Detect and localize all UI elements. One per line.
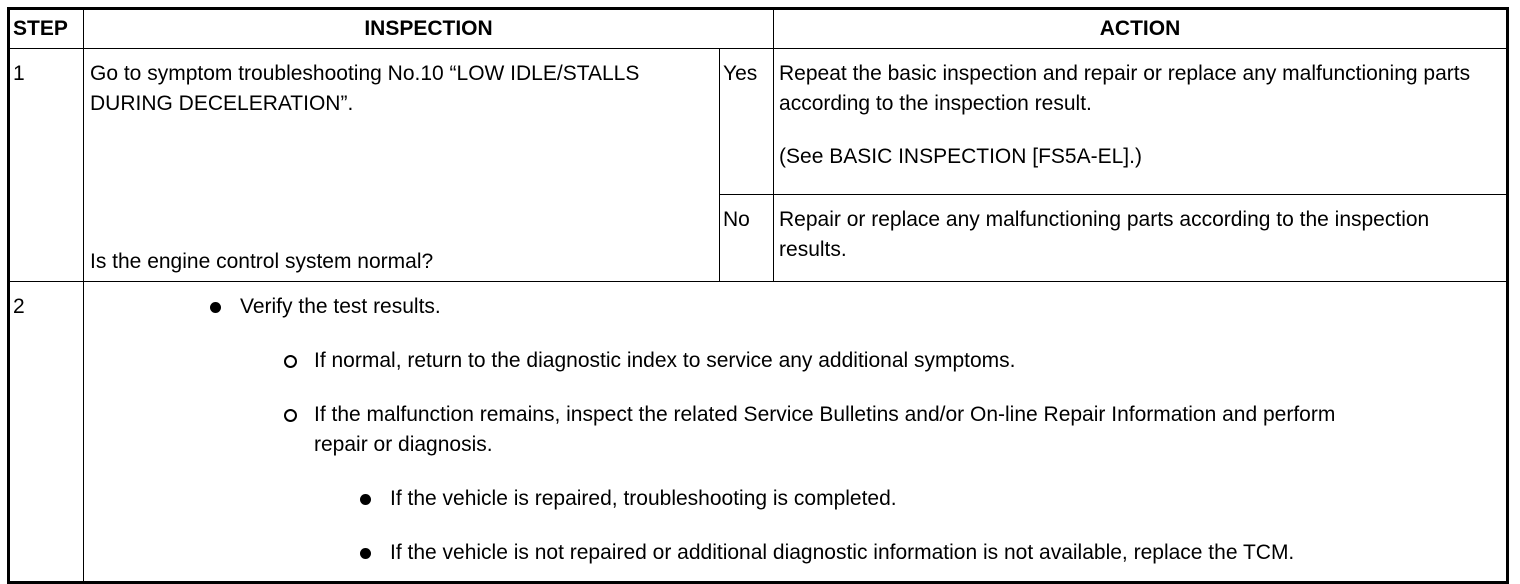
no-action-cell: Repair or replace any malfunctioning parts according to the inspection results. bbox=[774, 195, 1508, 282]
filled-bullet-icon bbox=[210, 302, 221, 313]
step-column-header: STEP bbox=[9, 9, 84, 49]
hollow-bullet-icon bbox=[284, 409, 297, 422]
filled-bullet-icon bbox=[360, 548, 371, 559]
list-item-text: If the vehicle is repaired, troubleshooting is completed. bbox=[390, 487, 897, 510]
list-item bbox=[84, 346, 1506, 376]
table-row bbox=[9, 282, 1508, 583]
list-item bbox=[84, 400, 1506, 460]
step2-content-cell bbox=[84, 282, 1508, 583]
table-header-row bbox=[9, 9, 1508, 49]
inspection-instruction: Go to symptom troubleshooting No.10 “LOW IDLE/STALLS DURING DECELERATION”. bbox=[90, 62, 640, 115]
step-number-cell: 2 bbox=[9, 282, 84, 583]
action-column-header: ACTION bbox=[774, 9, 1508, 49]
yes-action-cell bbox=[774, 49, 1508, 195]
inspection-question: Is the engine control system normal? bbox=[90, 250, 434, 273]
inspection-cell bbox=[84, 49, 720, 282]
step-number-cell: 1 bbox=[9, 49, 84, 282]
list-item-text: If normal, return to the diagnostic index to service any additional symptoms. bbox=[314, 349, 1016, 372]
troubleshooting-table-wrapper bbox=[7, 7, 1509, 584]
table-row bbox=[9, 49, 1508, 195]
inspection-column-header: INSPECTION bbox=[84, 9, 774, 49]
list-item-text: Verify the test results. bbox=[240, 295, 441, 318]
list-item bbox=[84, 292, 1506, 322]
yes-action-text: Repeat the basic inspection and repair or replace any malfunctioning parts according to the inspection result. bbox=[779, 62, 1471, 115]
list-item-text: If the malfunction remains, inspect the related Service Bulletins and/or On-line Repair Information and perform repair or diagnosis. bbox=[314, 403, 1336, 456]
list-item-text: If the vehicle is not repaired or additional diagnostic information is not available, replace the TCM. bbox=[390, 541, 1295, 564]
yes-label-cell: Yes bbox=[720, 49, 774, 195]
list-item bbox=[84, 538, 1506, 568]
list-item bbox=[84, 484, 1506, 514]
no-label-cell: No bbox=[720, 195, 774, 282]
hollow-bullet-icon bbox=[284, 355, 297, 368]
filled-bullet-icon bbox=[360, 494, 371, 505]
yes-action-reference: (See BASIC INSPECTION [FS5A-EL].) bbox=[779, 145, 1142, 168]
troubleshooting-table bbox=[7, 7, 1509, 584]
